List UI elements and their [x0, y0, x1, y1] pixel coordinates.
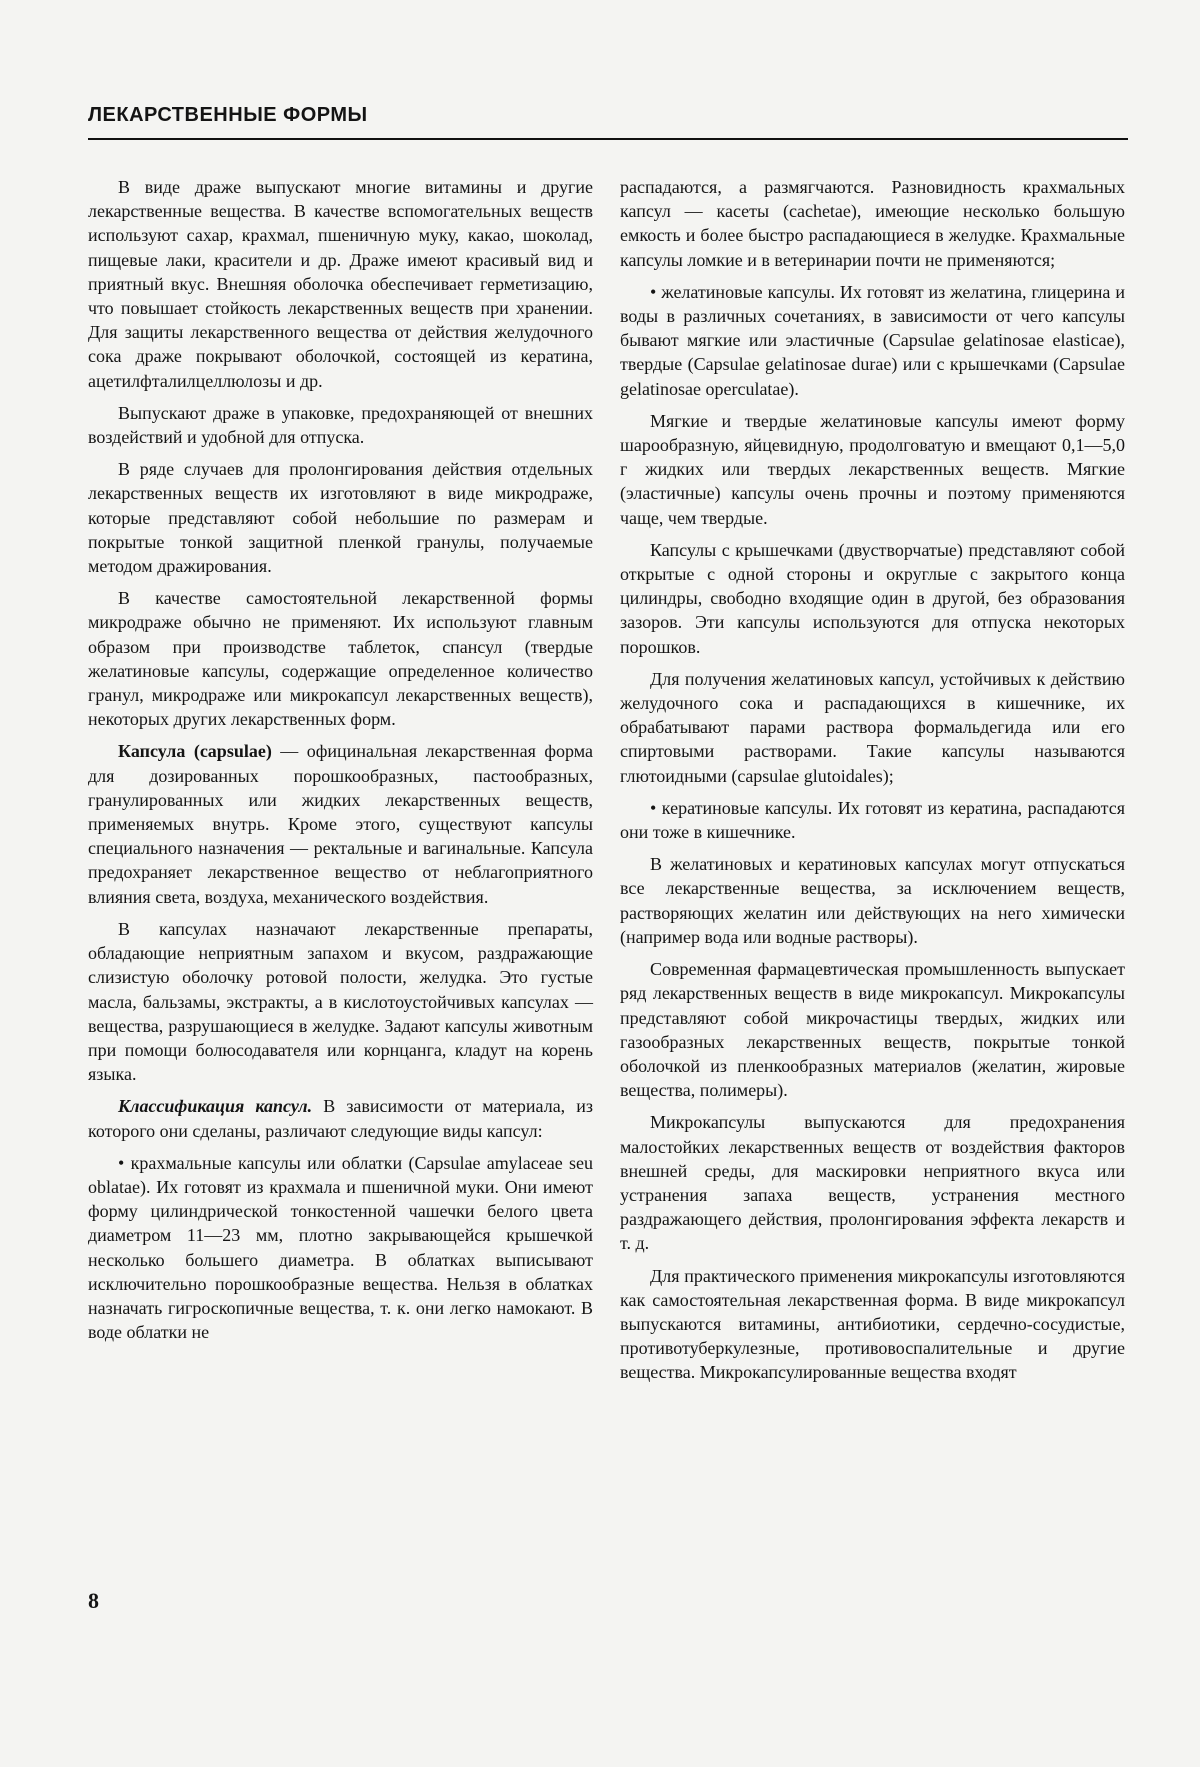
paragraph: Для получения желатиновых капсул, устойчивых к действию желудочного сока и распадающихся в кишечнике, их обрабатывают парами раствора формальдегида или его спиртовыми растворами. Такие капсулы называются глютоидными (capsulae glutoidales); — [620, 668, 1125, 786]
paragraph: Современная фармацевтическая промышленность выпускает ряд лекарственных веществ в виде микрокапсул. Микрокапсулы представляют собой микрочастицы твердых, жидких или газообразных лекарственных веществ, покрытые тонкой оболочкой из пленкообразных материалов (желатин, жировые вещества, полимеры). — [620, 959, 1125, 1101]
paragraph: Капсулы с крышечками (двустворчатые) представляют собой открытые с одной стороны и округлые с закрытого конца цилиндры, свободно входящие один в другой, без образования зазоров. Эти капсулы используются для отпуска некоторых порошков. — [620, 539, 1125, 657]
right-column — [620, 175, 1125, 1393]
paragraph: Выпускают драже в упаковке, предохраняющей от внешних воздействий и удобной для отпуска. — [88, 402, 593, 448]
page-number: 8 — [88, 1588, 99, 1613]
paragraph: Микрокапсулы выпускаются для предохранения малостойких лекарственных веществ от воздействия факторов внешней среды, для маскировки неприятного вкуса или устранения запаха веществ, устранения местного раздражающего действия, пролонгирования эффекта лекарств и т. д. — [620, 1112, 1125, 1254]
left-column — [88, 175, 593, 1352]
paragraph-capsule-definition — [88, 739, 593, 908]
list-item: • крахмальные капсулы или облатки (Capsulae amylaceae seu oblatae). Их готовят из крахмала и пшеничной муки. Они имеют форму цилиндрической тонкостенной чашечки белого цвета диаметром 11—23 мм, плотно закрывающейся крышечкой несколько большего диаметра. В облатках выписывают исключительно порошкообразные вещества. Нельзя в облатках назначать гигроскопичные вещества, т. к. они легко намокают. В воде облатки не — [88, 1152, 593, 1343]
definition-text: — официнальная лекарственная форма для дозированных порошкообразных, пастообразных, гранулированных или жидких лекарственных веществ, применяемых внутрь. Кроме этого, существуют капсулы специального назначения — ректальные и вагинальные. Капсула предохраняет лекарственное вещество от неблагоприятного влияния света, воздуха, механического воздействия. — [88, 741, 593, 907]
paragraph: Для практического применения микрокапсулы изготовляются как самостоятельная лекарственная форма. В виде микрокапсул выпускаются витамины, антибиотики, сердечно-сосудистые, противотуберкулезные, противовоспалительные и другие вещества. Микрокапсулированные вещества входят — [620, 1265, 1125, 1383]
header-rule — [88, 138, 1128, 140]
paragraph: В ряде случаев для пролонгирования действия отдельных лекарственных веществ их изготовляют в виде микродраже, которые представляют собой небольшие по размерам и покрытые тонкой защитной пленкой гранулы, получаемые методом дражирования. — [88, 459, 593, 577]
paragraph: В капсулах назначают лекарственные препараты, обладающие неприятным запахом и вкусом, раздражающие слизистую оболочку ротовой полости, желудка. Это густые масла, бальзамы, экстракты, а в кислотоустойчивых капсулах — вещества, разрушающиеся в желудке. Задают капсулы животным при помощи болюсодавателя или корнцанга, кладут на корень языка. — [88, 918, 593, 1085]
paragraph: В виде драже выпускают многие витамины и другие лекарственные вещества. В качестве вспомогательных веществ используют сахар, крахмал, пшеничную муку, какао, шоколад, пищевые лаки, красители и др. Драже имеют красивый вид и приятный вкус. Внешняя оболочка обеспечивает герметизацию, что повышает стойкость лекарственных веществ при хранении. Для защиты лекарственного вещества от действия желудочного сока драже покрывают оболочкой, состоящей из кератина, ацетилфталилцеллюлозы и др. — [88, 177, 593, 391]
term-classification: Классификация капсул. — [118, 1096, 313, 1117]
list-item: • кератиновые капсулы. Их готовят из кератина, распадаются они тоже в кишечнике. — [620, 797, 1125, 843]
classification-text: В зависимости от материала, из которого они сделаны, различают следующие виды капсул: — [88, 1096, 593, 1141]
paragraph: Мягкие и твердые желатиновые капсулы имеют форму шарообразную, яйцевидную, продолговатую и вмещают 0,1—5,0 г жидких или твердых лекарственных веществ. Мягкие (эластичные) капсулы очень прочны и поэтому применяются чаще, чем твердые. — [620, 410, 1125, 528]
list-item: • желатиновые капсулы. Их готовят из желатина, глицерина и воды в различных сочетаниях, в зависимости от чего капсулы бывают мягкие или эластичные (Capsulae gelatinosae elasticae), твердые (Capsulae gelatinosae durae) или с крышечками (Capsulae gelatinosae operculatae). — [620, 281, 1125, 399]
paragraph: распадаются, а размягчаются. Разновидность крахмальных капсул — касеты (cachetae), имеющие несколько большую емкость и более быстро распадающиеся в желудке. Крахмальные капсулы ломкие и в ветеринарии почти не применяются; — [620, 177, 1125, 270]
paragraph-classification — [88, 1094, 593, 1142]
term-capsule: Капсула (capsulae) — [118, 741, 272, 762]
paragraph: В качестве самостоятельной лекарственной формы микродраже обычно не применяют. Их используют главным образом при производстве таблеток, спансул (твердые желатиновые капсулы, содержащие определенное количество гранул, микродраже или микрокапсул лекарственных веществ), некоторых других лекарственных форм. — [88, 588, 593, 730]
running-head: ЛЕКАРСТВЕННЫЕ ФОРМЫ — [88, 104, 368, 126]
paragraph: В желатиновых и кератиновых капсулах могут отпускаться все лекарственные вещества, за исключением веществ, растворяющих желатин или действующих на него химически (например вода или водные растворы). — [620, 854, 1125, 947]
